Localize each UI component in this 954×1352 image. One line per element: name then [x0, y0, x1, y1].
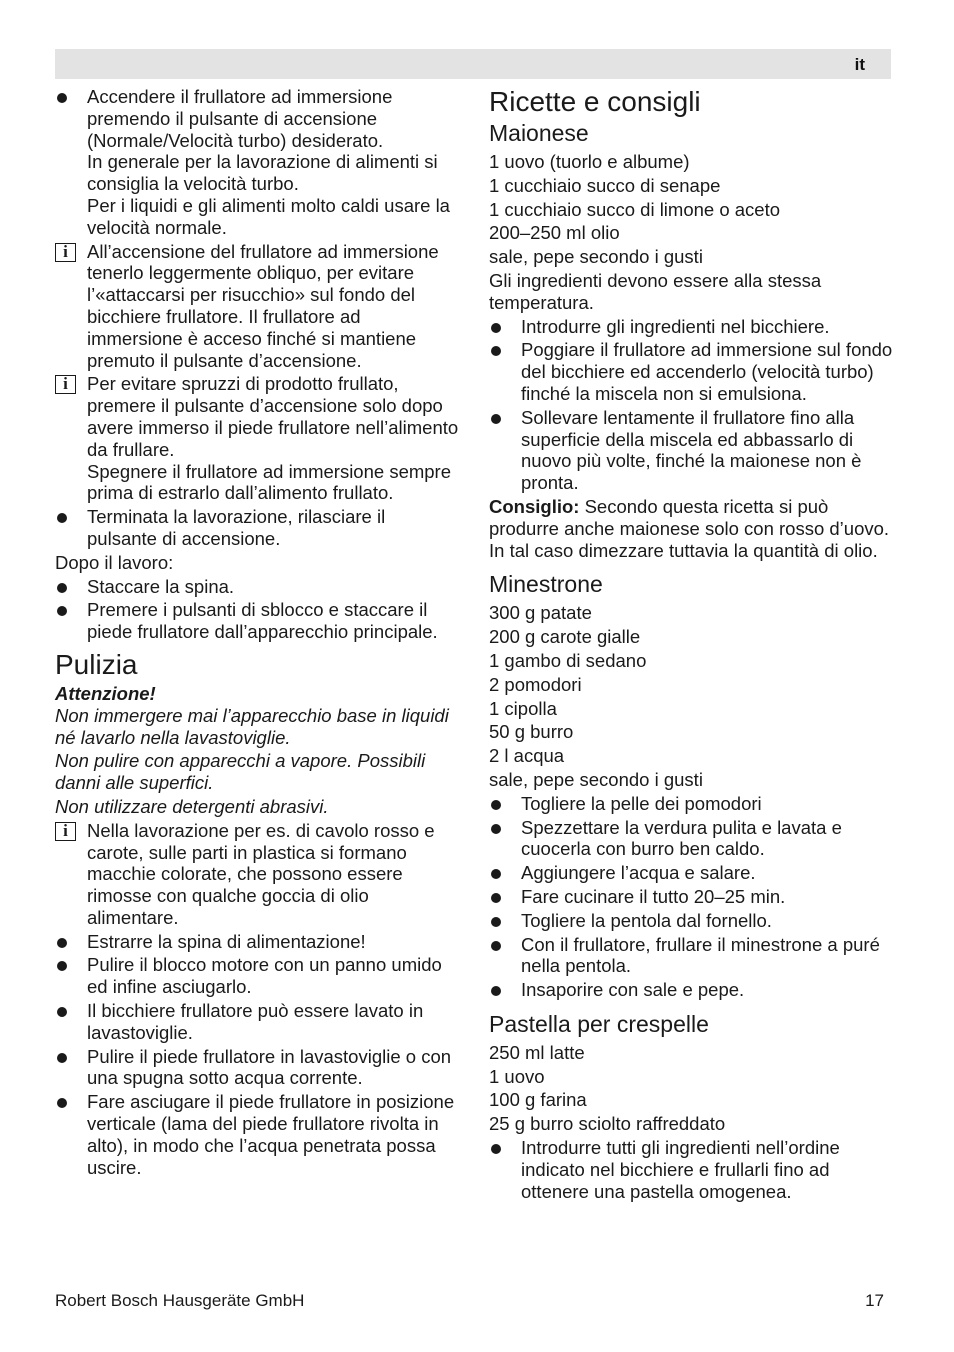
list-item: Estrarre la spina di alimentazione!: [55, 931, 460, 953]
step-item: Introdurre tutti gli ingredienti nell’ordine indicato nel bicchiere e frullarli fino ad ottenere una pastella omogenea.: [489, 1137, 894, 1202]
ingredient-note: Gli ingredienti devono essere alla stessa temperatura.: [489, 269, 822, 313]
list-item: Pulire il blocco motore con un panno umido ed infine asciugarlo.: [55, 954, 460, 998]
ingredient: 200 g carote gialle: [489, 626, 641, 648]
left-column: [55, 86, 460, 1180]
right-column: [489, 86, 894, 1204]
list-item: Terminata la lavorazione, rilasciare il pulsante di accensione.: [55, 506, 460, 550]
tip-text: Secondo questa ricetta si può produrre anche maionese solo con rosso d’uovo. In tal caso dimezzare tuttavia la quantità di olio.: [489, 495, 890, 561]
list-item: Accendere il frullatore ad immersione premendo il pulsante di accensione (Normale/Velocità turbo) desiderato. In generale per la lavorazione di alimenti si consiglia la velocità turbo. Per i liquidi e gli alimenti molto caldi usare la velocità normale.: [55, 86, 460, 239]
ingredient: 1 uovo: [489, 1065, 545, 1087]
ingredient: 200–250 ml olio: [489, 222, 620, 244]
warning-text: Non immergere mai l’apparecchio base in liquidi né lavarlo nella lavastoviglie.: [55, 704, 449, 748]
list-item: Pulire il piede frullatore in lavastoviglie o con una spugna sotto acqua corrente.: [55, 1046, 460, 1090]
info-item: i All’accensione del frullatore ad immersione tenerlo leggermente obliquo, per evitare l’«attaccarsi per risucchio» sul fondo del bicchiere frullatore. Il frullatore ad immersione è acceso finché si mantiene premuto il pulsante d’accensione.: [55, 241, 460, 372]
ingredient: 100 g farina: [489, 1089, 587, 1111]
ingredient: 50 g burro: [489, 721, 574, 743]
list-item: Fare asciugare il piede frullatore in posizione verticale (lama del piede frullatore rivolta in alto), in modo che l’acqua penetrata possa uscire.: [55, 1091, 460, 1178]
list-item: Premere i pulsanti di sblocco e staccare il piede frullatore dall’apparecchio principale.: [55, 599, 460, 643]
cleaning-title: Pulizia: [55, 648, 138, 680]
page-number: 17: [865, 1291, 884, 1310]
ingredient: 2 pomodori: [489, 673, 582, 695]
warning-text: Non utilizzare detergenti abrasivi.: [55, 795, 329, 817]
step-item: Fare cucinare il tutto 20–25 min.: [489, 886, 894, 908]
warning-text: Non pulire con apparecchi a vapore. Possibili danni alle superfici.: [55, 750, 426, 794]
ingredient: 1 cucchiaio succo di limone o aceto: [489, 198, 781, 220]
step-item: Insaporire con sale e pepe.: [489, 979, 894, 1001]
ingredient: 300 g patate: [489, 602, 592, 624]
info-icon: i: [55, 822, 76, 841]
tip: [489, 496, 894, 561]
step-item: Introdurre gli ingredienti nel bicchiere.: [489, 316, 894, 338]
info-item: i Per evitare spruzzi di prodotto frullato, premere il pulsante d’accensione solo dopo avere immerso il piede frullatore nell’alimento da frullare. Spegnere il frullatore ad immersione sempre prima di estrarlo dall’alimento frullato.: [55, 373, 460, 504]
recipes-title: Ricette e consigli: [489, 86, 701, 117]
tip-label: Consiglio:: [489, 495, 580, 517]
ingredient: 25 g burro sciolto raffreddato: [489, 1113, 726, 1135]
ingredient: sale, pepe secondo i gusti: [489, 768, 703, 790]
ingredient: 1 cucchiaio succo di senape: [489, 174, 721, 196]
soup-title: Minestrone: [489, 571, 603, 598]
step-item: Poggiare il frullatore ad immersione sul fondo del bicchiere ed accenderlo (velocità turbo) finché la miscela non si emulsiona.: [489, 339, 894, 404]
info-icon: i: [55, 243, 76, 262]
ingredient: 1 gambo di sedano: [489, 649, 647, 671]
list-item: Il bicchiere frullatore può essere lavato in lavastoviglie.: [55, 1000, 460, 1044]
info-icon: i: [55, 375, 76, 394]
mayo-title: Maionese: [489, 120, 589, 146]
step-item: Togliere la pentola dal fornello.: [489, 910, 894, 932]
header-bar: [55, 49, 891, 79]
step-item: Spezzettare la verdura pulita e lavata e cuocerla con burro ben caldo.: [489, 817, 894, 861]
crepes-title: Pastella per crespelle: [489, 1010, 709, 1037]
footer-company: Robert Bosch Hausgeräte GmbH: [55, 1291, 305, 1310]
info-item: i Nella lavorazione per es. di cavolo rosso e carote, sulle parti in plastica si formano macchie colorate, che possono essere rimosse con qualche goccia di olio alimentare.: [55, 820, 460, 929]
list-item: Staccare la spina.: [55, 576, 460, 598]
ingredient: sale, pepe secondo i gusti: [489, 246, 703, 268]
ingredient: 1 uovo (tuorlo e albume): [489, 151, 690, 172]
ingredient: 2 l acqua: [489, 745, 565, 767]
ingredient: 250 ml latte: [489, 1041, 585, 1063]
language-code: it: [854, 55, 865, 74]
step-item: Sollevare lentamente il frullatore fino alla superficie della miscela ed abbassarlo di nuovo più volte, finché la maionese non è pronta.: [489, 407, 894, 494]
step-item: Togliere la pelle dei pomodori: [489, 793, 894, 815]
step-item: Con il frullatore, frullare il minestrone a puré nella pentola.: [489, 934, 894, 978]
step-item: Aggiungere l’acqua e salare.: [489, 862, 894, 884]
ingredient: 1 cipolla: [489, 697, 557, 719]
after-use-label: Dopo il lavoro:: [55, 551, 174, 573]
warning-title: Attenzione!: [55, 682, 156, 704]
